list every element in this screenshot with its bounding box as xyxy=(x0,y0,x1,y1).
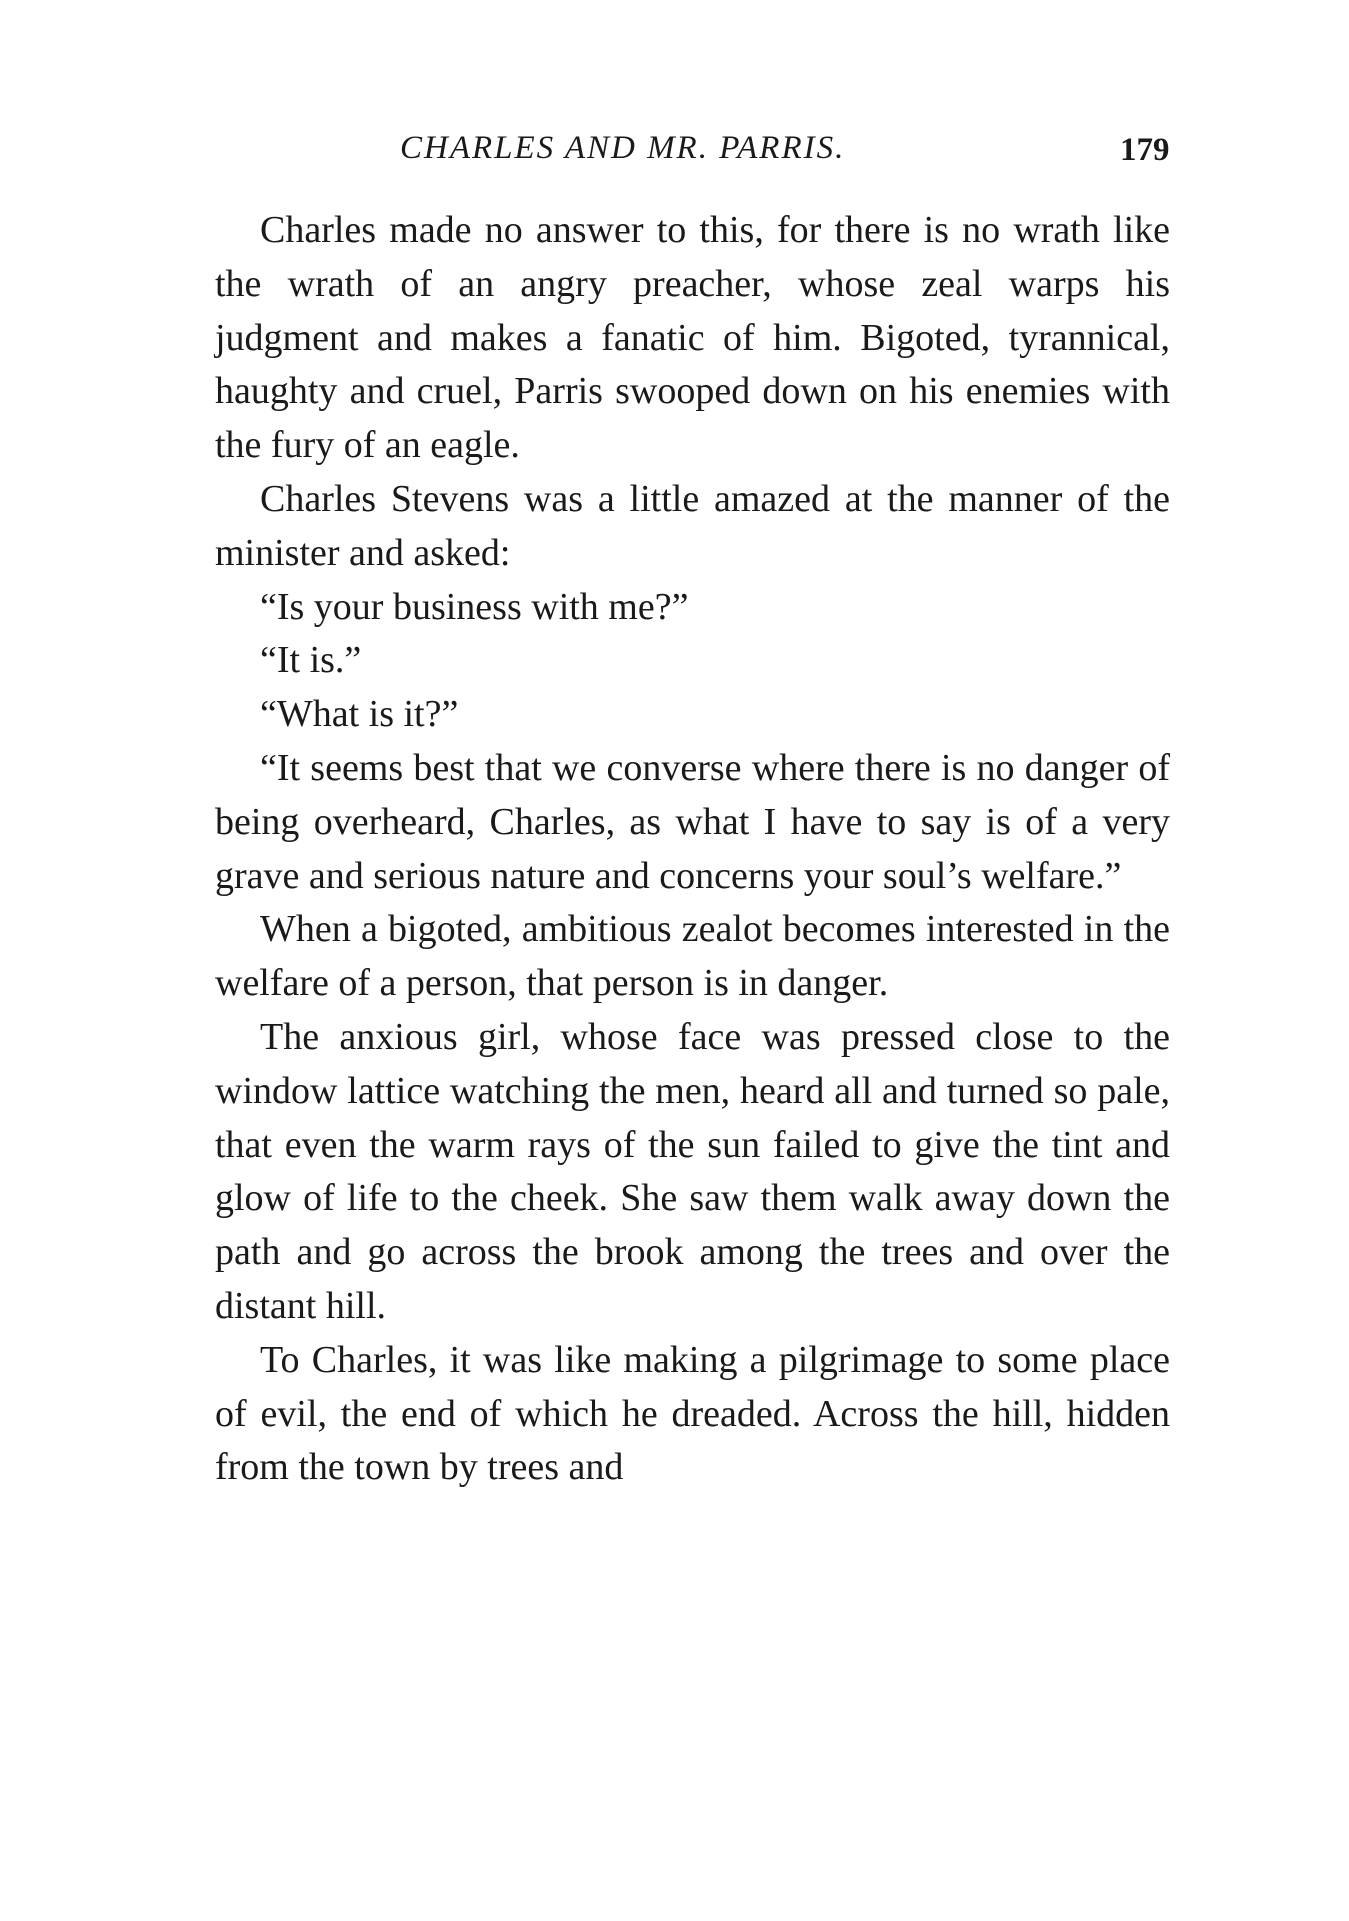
paragraph-zealot: When a bigoted, ambitious zealot becomes interested in the welfare of a person, that person is in danger. xyxy=(215,908,1170,1005)
paragraph-wrath: Charles made no answer to this, for there is no wrath like the wrath of an angry preacher, whose zeal warps his judgment and makes a fanatic of him. Bigoted, tyrannical, haughty and cruel, Parris swooped down on his enemies with the fury of an eagle. xyxy=(215,209,1170,467)
chapter-running-title: CHARLES AND MR. PARRIS. xyxy=(400,130,846,166)
page-number: 179 xyxy=(1120,132,1170,168)
dialogue-what-is-it: “What is it?” xyxy=(260,693,459,736)
paragraph-amazed: Charles Stevens was a little amazed at the manner of the minister and asked: xyxy=(215,477,1170,574)
dialogue-it-is: “It is.” xyxy=(260,639,362,682)
paragraph-anxious-girl: The anxious girl, whose face was pressed close to the window lattice watching the men, heard all and turned so pale, that even the warm rays of the sun failed to give the tint and glow of life to the cheek. She saw them walk away down the path and go across the brook among the trees and over the distant hill. xyxy=(215,1015,1170,1327)
body-text xyxy=(215,204,1170,1495)
paragraph-pilgrimage: To Charles, it was like making a pilgrimage to some place of evil, the end of which he dreaded. Across the hill, hidden from the town by trees and xyxy=(215,1338,1170,1489)
running-head xyxy=(0,130,1349,180)
dialogue-business-question: “Is your business with me?” xyxy=(260,585,689,628)
dialogue-converse: “It seems best that we converse where there is no danger of being overheard, Charles, as what I have to say is of a very grave and serious nature and concerns your soul’s welfare.” xyxy=(215,746,1170,897)
